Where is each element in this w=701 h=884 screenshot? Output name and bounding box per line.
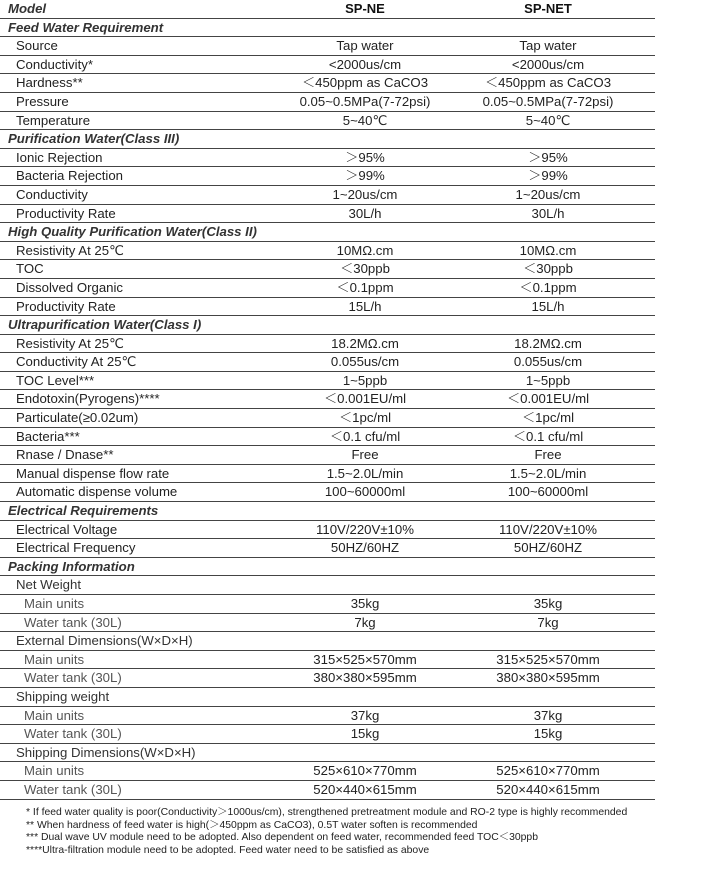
row-label: Electrical Frequency (16, 540, 136, 556)
row-label: Main units (24, 763, 85, 779)
value-sp-net: ＜0.1 cfu/ml (512, 428, 584, 444)
value-sp-net: 37kg (533, 707, 563, 723)
value-sp-ne: ＜0.1ppm (336, 279, 394, 295)
value-sp-net: 15L/h (531, 298, 565, 314)
value-sp-ne: 100~60000ml (324, 484, 406, 500)
value-sp-ne: 10MΩ.cm (336, 242, 394, 258)
section-header (0, 558, 655, 577)
row-label: Resistivity At 25℃ (16, 242, 124, 258)
table-row (0, 390, 655, 409)
table-row (0, 149, 655, 168)
table-row (0, 335, 655, 354)
row-label: Automatic dispense volume (16, 484, 178, 500)
section-header (0, 19, 655, 38)
spec-rows (0, 19, 701, 800)
footnote: ** When hardness of feed water is high(＞450ppm as CaCO3), 0.5T water soften is recommended (26, 819, 478, 831)
value-sp-ne: ＜450ppm as CaCO3 (301, 75, 429, 91)
value-sp-ne: 0.055us/cm (330, 354, 400, 370)
row-label: Water tank (30L) (24, 670, 122, 686)
row-label: Shipping Dimensions(W×D×H) (16, 744, 196, 760)
model-label: Model (8, 1, 47, 16)
value-sp-net: 525×610×770mm (496, 763, 600, 779)
value-sp-net: 110V/220V±10% (499, 521, 597, 537)
value-sp-ne: 380×380×595mm (313, 670, 417, 686)
table-row (0, 762, 655, 781)
row-label: Ultrapurification Water(Class I) (8, 317, 202, 333)
row-label: Temperature (16, 112, 91, 128)
table-row (0, 186, 655, 205)
table-row (0, 37, 655, 56)
table-row (0, 446, 655, 465)
row-label: Bacteria*** (16, 428, 80, 444)
row-label: Source (16, 38, 58, 54)
value-sp-ne: 18.2MΩ.cm (331, 335, 399, 351)
table-row (0, 539, 655, 558)
row-label: Endotoxin(Pyrogens)**** (16, 391, 160, 407)
value-sp-ne: 520×440×615mm (313, 781, 417, 797)
value-sp-ne: Free (351, 447, 379, 463)
footnote: * If feed water quality is poor(Conductivity＞1000us/cm), strengthened pretreatment module and RO-2 type is highly recommended (26, 807, 628, 818)
value-sp-ne: 525×610×770mm (313, 763, 417, 779)
table-row (0, 465, 655, 484)
row-label: Productivity Rate (16, 205, 116, 221)
table-row (0, 56, 655, 75)
value-sp-net: 1.5~2.0L/min (509, 465, 587, 481)
row-label: Particulate(≥0.02um) (16, 410, 139, 426)
row-label: TOC Level*** (16, 372, 95, 388)
row-label: Main units (24, 651, 85, 667)
value-sp-net: 30L/h (531, 205, 565, 221)
table-row (0, 409, 655, 428)
row-label: Water tank (30L) (24, 726, 122, 742)
value-sp-net: ＜0.001EU/ml (506, 391, 590, 407)
row-label: Productivity Rate (16, 298, 116, 314)
value-sp-net: ＜0.1ppm (519, 279, 577, 295)
value-sp-ne: 1~20us/cm (332, 186, 398, 202)
footnotes (26, 807, 627, 857)
row-label: Ionic Rejection (16, 149, 103, 165)
value-sp-net: 380×380×595mm (496, 670, 600, 686)
table-row (0, 669, 655, 688)
row-label: Hardness** (16, 75, 83, 91)
section-header (0, 223, 655, 242)
row-label: Shipping weight (16, 688, 110, 704)
value-sp-net: ＞95% (528, 149, 568, 165)
value-sp-ne: ＞95% (345, 149, 385, 165)
footnote: ****Ultra-filtration module need to be adopted. Feed water need to be satisfied as above (26, 844, 430, 856)
table-row (0, 74, 655, 93)
table-row (0, 483, 655, 502)
section-header (0, 130, 655, 149)
value-sp-net: <2000us/cm (511, 56, 585, 72)
value-sp-ne: 110V/220V±10% (316, 521, 414, 537)
table-row (0, 595, 655, 614)
table-row (0, 112, 655, 131)
table-row (0, 428, 655, 447)
value-sp-ne: 37kg (350, 707, 380, 723)
section-header (0, 316, 655, 335)
value-sp-net: ＜30ppb (523, 261, 573, 277)
value-sp-net: ＜450ppm as CaCO3 (484, 75, 612, 91)
row-label: Conductivity* (16, 56, 93, 72)
table-row (0, 260, 655, 279)
row-label: High Quality Purification Water(Class II) (8, 224, 257, 240)
table-row (0, 707, 655, 726)
row-label: Water tank (30L) (24, 781, 122, 797)
table-row (0, 298, 655, 317)
value-sp-net: 520×440×615mm (496, 781, 600, 797)
value-sp-net: 18.2MΩ.cm (514, 335, 582, 351)
value-sp-ne: 315×525×570mm (313, 651, 417, 667)
row-label: Electrical Voltage (16, 521, 118, 537)
table-row (0, 521, 655, 540)
table-row (0, 651, 655, 670)
value-sp-ne: 5~40℃ (342, 112, 388, 128)
value-sp-ne: Tap water (336, 38, 394, 54)
row-label: Water tank (30L) (24, 614, 122, 630)
row-label: Purification Water(Class III) (8, 131, 180, 147)
model-sp-net: SP-NET (524, 1, 572, 16)
value-sp-net: 7kg (537, 614, 559, 630)
table-row (0, 205, 655, 224)
group-header (0, 744, 655, 763)
group-header (0, 576, 655, 595)
row-label: Dissolved Organic (16, 279, 124, 295)
value-sp-net: 0.055us/cm (513, 354, 583, 370)
row-label: Manual dispense flow rate (16, 465, 170, 481)
table-header (0, 0, 655, 19)
table-row (0, 93, 655, 112)
value-sp-ne: 15kg (350, 726, 380, 742)
value-sp-net: ＞99% (528, 168, 568, 184)
row-label: Pressure (16, 93, 69, 109)
value-sp-ne: 1~5ppb (342, 372, 388, 388)
row-label: Electrical Requirements (8, 503, 159, 519)
value-sp-ne: <2000us/cm (328, 56, 402, 72)
value-sp-net: 5~40℃ (525, 112, 571, 128)
value-sp-ne: ＞99% (345, 168, 385, 184)
table-row (0, 781, 655, 800)
value-sp-ne: 35kg (350, 596, 380, 611)
section-header (0, 502, 655, 521)
row-label: Packing Information (8, 558, 135, 574)
value-sp-net: 1~20us/cm (515, 186, 581, 202)
value-sp-ne: 0.05~0.5MPa(7-72psi) (299, 93, 431, 109)
value-sp-net: 35kg (533, 596, 563, 611)
row-label: Main units (24, 596, 85, 611)
row-label: Bacteria Rejection (16, 168, 124, 184)
value-sp-net: ＜1pc/ml (521, 410, 575, 426)
table-row (0, 372, 655, 391)
table-row (0, 242, 655, 261)
value-sp-net: 1~5ppb (525, 372, 571, 388)
value-sp-net: 10MΩ.cm (519, 242, 577, 258)
value-sp-net: 315×525×570mm (496, 651, 600, 667)
value-sp-ne: ＜1pc/ml (338, 410, 392, 426)
table-row (0, 167, 655, 186)
value-sp-net: 100~60000ml (507, 484, 589, 500)
value-sp-net: 50HZ/60HZ (513, 540, 583, 556)
value-sp-net: 0.05~0.5MPa(7-72psi) (482, 93, 614, 109)
table-row (0, 614, 655, 633)
group-header (0, 632, 655, 651)
group-header (0, 688, 655, 707)
value-sp-ne: 50HZ/60HZ (330, 540, 400, 556)
row-label: External Dimensions(W×D×H) (16, 633, 193, 649)
model-sp-ne: SP-NE (345, 1, 385, 16)
row-label: Rnase / Dnase** (16, 447, 114, 463)
value-sp-ne: ＜30ppb (340, 261, 390, 277)
value-sp-net: Free (534, 447, 562, 463)
row-label: Net Weight (16, 577, 81, 593)
value-sp-net: Tap water (519, 38, 577, 54)
value-sp-net: 15kg (533, 726, 563, 742)
value-sp-ne: 7kg (354, 614, 376, 630)
value-sp-ne: ＜0.001EU/ml (323, 391, 407, 407)
row-label: Feed Water Requirement (8, 19, 164, 35)
value-sp-ne: ＜0.1 cfu/ml (329, 428, 401, 444)
table-row (0, 279, 655, 298)
footnote: *** Dual wave UV module need to be adopted. Also dependent on feed water, recommended feed TOC＜30ppb (26, 832, 538, 844)
value-sp-ne: 30L/h (348, 205, 382, 221)
row-label: Resistivity At 25℃ (16, 335, 124, 351)
value-sp-ne: 1.5~2.0L/min (326, 465, 404, 481)
row-label: TOC (16, 261, 44, 277)
row-label: Conductivity At 25℃ (16, 354, 137, 370)
table-row (0, 353, 655, 372)
row-label: Main units (24, 707, 85, 723)
row-label: Conductivity (16, 186, 88, 202)
table-row (0, 725, 655, 744)
value-sp-ne: 15L/h (348, 298, 382, 314)
